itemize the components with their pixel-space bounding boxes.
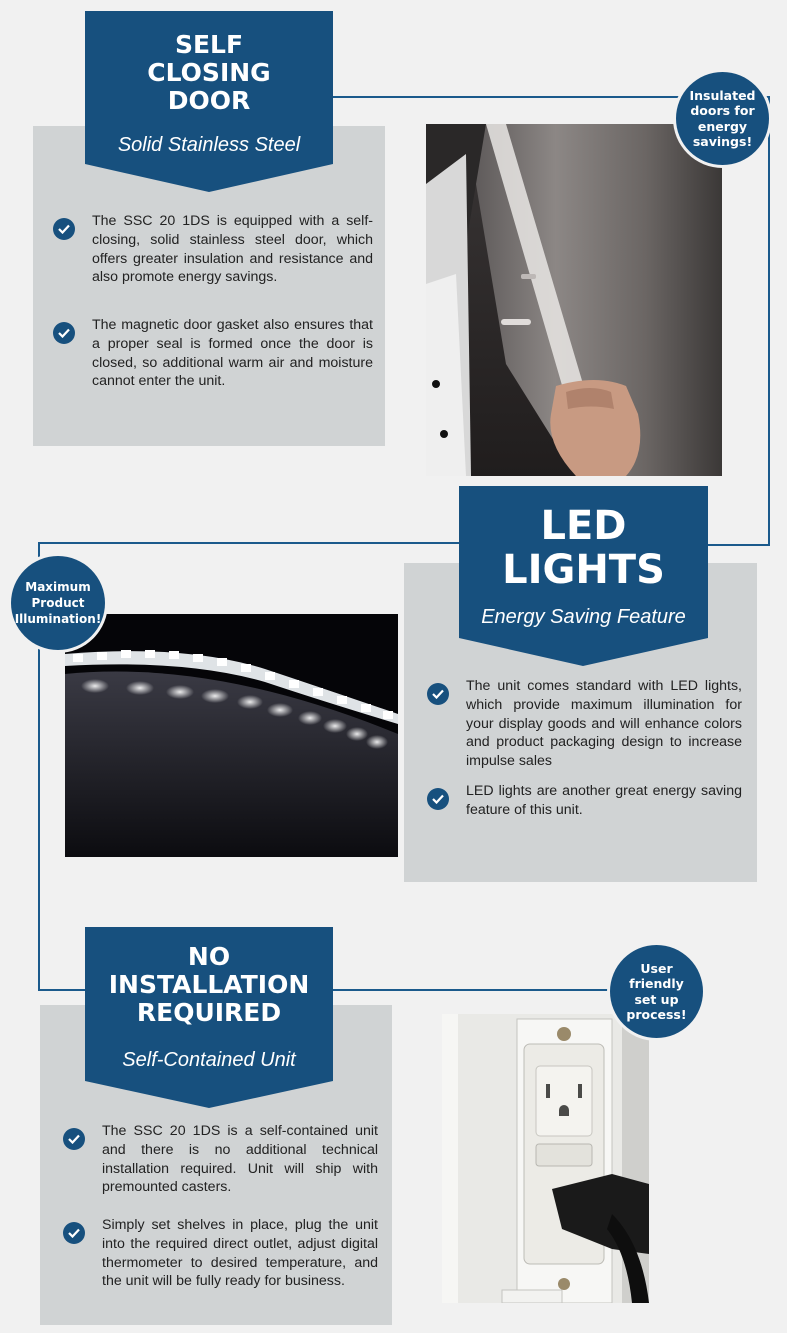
feature-bullet	[63, 1216, 378, 1291]
banner-point	[85, 1081, 333, 1108]
checkmark-icon	[63, 1128, 85, 1150]
checkmark-icon	[53, 218, 75, 240]
banner-title-line: REQUIRED	[136, 998, 282, 1027]
callout-badge	[676, 72, 769, 165]
bullet-text: The magnetic door gasket also ensures that a proper seal is formed once the door is closed, so additional warm air and moisture cannot enter the unit.	[92, 317, 373, 390]
feature-bullet	[53, 212, 373, 287]
badge-line: process!	[626, 1007, 687, 1022]
bullet-text: LED lights are another great energy saving feature of this unit.	[466, 783, 742, 818]
led-strip-photo	[65, 614, 398, 857]
badge-line: Maximum	[25, 580, 91, 594]
checkmark-icon	[427, 683, 449, 705]
bullet-text: The SSC 20 1DS is a self-contained unit and there is no additional technical installation required. Unit will ship with premounted casters.	[102, 1123, 378, 1196]
banner-title-line: LED	[540, 503, 627, 549]
connector-line	[38, 989, 86, 991]
outlet-photo	[442, 1014, 649, 1303]
callout-badge	[11, 556, 105, 650]
section-banner	[85, 11, 333, 164]
connector-line	[333, 989, 613, 991]
banner-title-line: DOOR	[167, 86, 251, 115]
bullet-text: The SSC 20 1DS is equipped with a self-closing, solid stainless steel door, which offers greater insulation and resistance and also promote energy savings.	[92, 213, 373, 286]
door-photo	[426, 124, 722, 476]
badge-line: Insulated	[689, 87, 756, 103]
section-banner	[85, 927, 333, 1081]
banner-title-line: NO	[187, 942, 231, 971]
banner-point	[459, 638, 708, 666]
feature-bullet	[427, 677, 742, 771]
connector-line	[768, 96, 770, 546]
callout-badge	[610, 945, 703, 1038]
feature-bullet	[427, 782, 742, 820]
banner-title-line: INSTALLATION	[108, 970, 310, 999]
banner-subtitle: Self-Contained Unit	[122, 1049, 296, 1071]
badge-line: Illumination!	[14, 612, 102, 626]
badge-line: set up	[634, 991, 679, 1007]
badge-line: User	[640, 960, 673, 976]
bullet-text: Simply set shelves in place, plug the unit into the required direct outlet, adjust digital thermometer to desired temperature, and the unit will be fully ready for business.	[102, 1217, 378, 1290]
checkmark-icon	[427, 788, 449, 810]
banner-point	[85, 164, 333, 192]
banner-subtitle: Energy Saving Feature	[481, 606, 686, 628]
banner-title-line: CLOSING	[147, 58, 271, 87]
badge-line: doors for	[690, 103, 755, 118]
badge-line: Product	[31, 596, 85, 610]
banner-subtitle: Solid Stainless Steel	[117, 134, 301, 156]
checkmark-icon	[63, 1222, 85, 1244]
badge-line: savings!	[692, 134, 753, 149]
connector-line	[708, 544, 770, 546]
feature-bullet	[63, 1122, 378, 1197]
banner-title-line: LIGHTS	[502, 547, 665, 593]
feature-bullet	[53, 316, 373, 391]
connector-line	[38, 542, 462, 544]
bullet-text: The unit comes standard with LED lights, which provide maximum illumination for your display goods and will enhance colors and product packaging design to increase impulse sales	[466, 678, 742, 770]
banner-title-line: SELF	[174, 30, 244, 59]
section-banner	[459, 486, 708, 638]
badge-line: friendly	[629, 976, 684, 991]
checkmark-icon	[53, 322, 75, 344]
badge-line: energy	[697, 118, 748, 134]
